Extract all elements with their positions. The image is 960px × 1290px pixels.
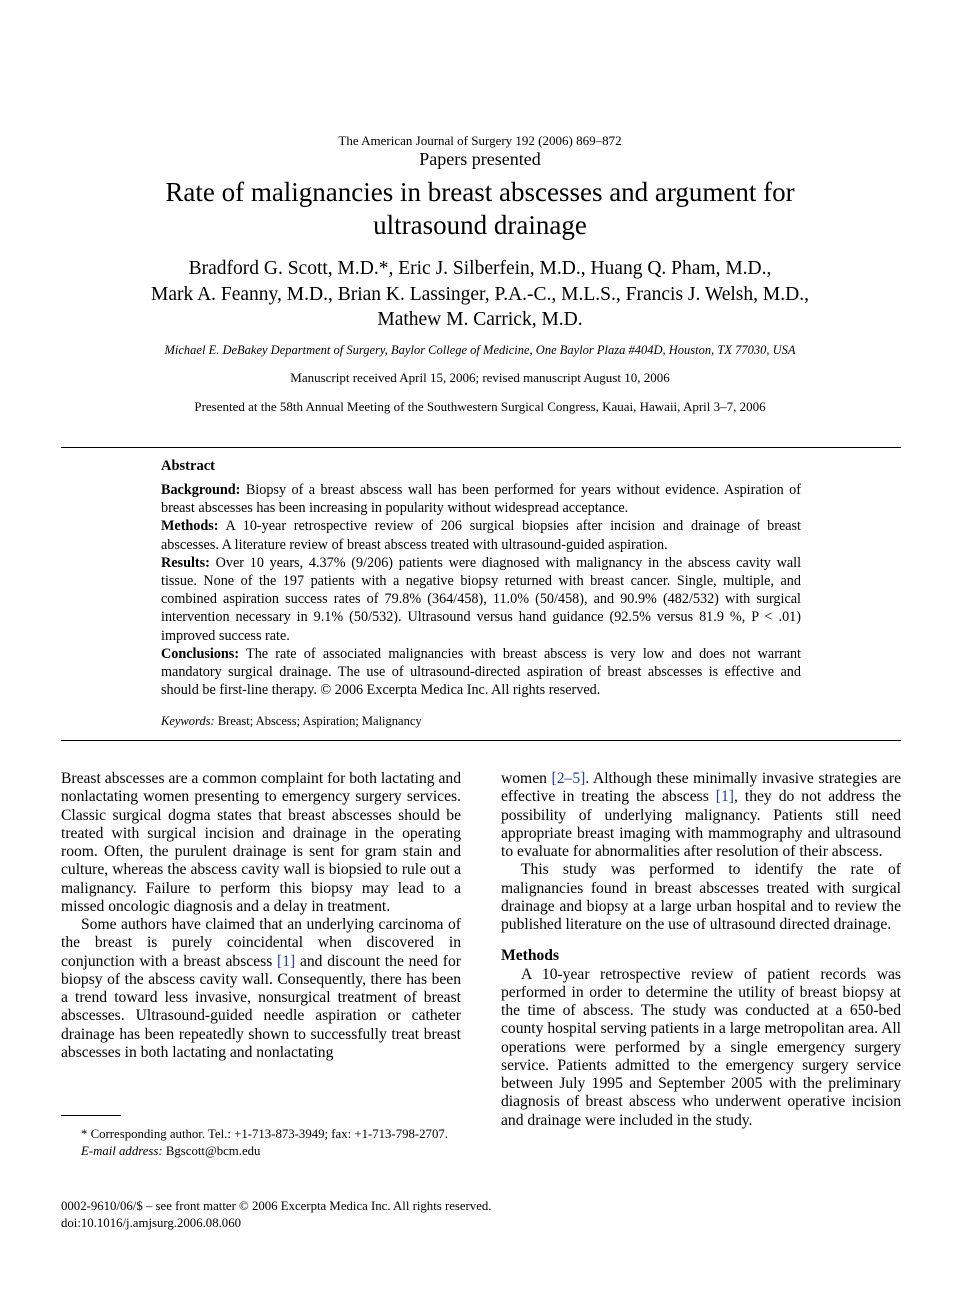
abstract-bottom-rule bbox=[61, 740, 901, 741]
citation-link[interactable]: [2–5] bbox=[551, 770, 586, 787]
intro-paragraph-4: This study was performed to identify the rate of malignancies found in breast abscesses treated with surgical drainage and biopsy at a large urban hospital and to review the published literature on the use of ultrasound directed drainage. bbox=[501, 861, 901, 933]
intro-p3-text-c: , they do not address the possibility of underlying malignancy. Patients still need appropriate breast imaging with mammography and ultrasound to evaluate for abnormalities after resolution of their abscess. bbox=[501, 788, 901, 860]
abstract-background bbox=[161, 481, 801, 517]
results-text: Over 10 years, 4.37% (9/206) patients were diagnosed with malignancy in the abscess cavity wall tissue. None of the 197 patients with a negative biopsy returned with breast cancer. Single, multiple, and combined aspiration success rates of 79.8% (364/458), 11.0% (50/458), and 90.9% (482/532) with surgical intervention necessary in 9.1% (50/532). Ultrasound versus hand guidance (92.5% versus 81.9 %, P < .01) improved success rate. bbox=[161, 554, 802, 644]
conclusions-label: Conclusions: bbox=[161, 645, 240, 662]
email-line bbox=[61, 1143, 461, 1160]
results-label: Results: bbox=[161, 554, 210, 571]
keywords-label: Keywords: bbox=[161, 714, 215, 728]
methods-heading: Methods bbox=[501, 947, 560, 965]
footnote-rule bbox=[61, 1115, 121, 1116]
article-title bbox=[0, 176, 960, 242]
intro-paragraph-1: Breast abscesses are a common complaint for both lactating and nonlactating women presenting to emergency surgery services. Classic surgical dogma states that breast abscesses should be treated with surgical incision and drainage in the operating room. Often, the purulent drainage is sent for gram stain and culture, whereas the abscess cavity wall is biopsied to rule out a malignancy. Failure to perform this biopsy may lead to a missed oncologic diagnosis and a delay in treatment. bbox=[61, 770, 461, 915]
author-list bbox=[0, 256, 960, 333]
top-rule bbox=[61, 447, 901, 448]
abstract-methods bbox=[161, 517, 801, 553]
methods-text: A 10-year retrospective review of 206 surgical biopsies after incision and drainage of breast abscesses. A literature review of breast abscess treated with ultrasound-guided aspiration. bbox=[161, 518, 802, 553]
intro-paragraph-3 bbox=[501, 770, 901, 861]
citation-link[interactable]: [1] bbox=[715, 788, 734, 806]
keywords bbox=[161, 714, 422, 729]
doi-line[interactable]: doi:10.1016/j.amjsurg.2006.08.060 bbox=[61, 1216, 241, 1230]
corresponding-author: * Corresponding author. Tel.: +1-713-873-3949; fax: +1-713-798-2707. bbox=[81, 1127, 448, 1141]
section-label: Papers presented bbox=[419, 149, 541, 169]
keywords-text: Breast; Abscess; Aspiration; Malignancy bbox=[217, 714, 422, 728]
intro-paragraph-2 bbox=[61, 916, 461, 1062]
abstract-conclusions bbox=[161, 645, 801, 700]
intro-p2-text-a: Some authors have claimed that an underlying carcinoma of the breast is purely coincidental when discovered in conjunction with a breast abscess bbox=[61, 916, 461, 970]
journal-citation: The American Journal of Surgery 192 (2006) 869–872 bbox=[338, 133, 622, 148]
page-footer bbox=[61, 1198, 491, 1232]
authors-line-1: Bradford G. Scott, M.D.*, Eric J. Silberfein, M.D., Huang Q. Pham, M.D., bbox=[188, 258, 772, 279]
conclusions-text: The rate of associated malignancies with breast abscess is very low and does not warrant mandatory surgical drainage. The use of ultrasound-directed aspiration of breast abscesses is effective and should be first-line therapy. © 2006 Excerpta Medica Inc. All rights reserved. bbox=[161, 645, 801, 699]
presentation-note: Presented at the 58th Annual Meeting of the Southwestern Surgical Congress, Kauai, Hawaii, April 3–7, 2006 bbox=[194, 399, 766, 414]
intro-p3-text-a: women bbox=[501, 770, 547, 787]
footnote bbox=[61, 1126, 461, 1160]
right-column bbox=[501, 770, 901, 1130]
methods-paragraph: A 10-year retrospective review of patient records was performed in order to determine the utility of breast biopsy at the time of abscess. The study was conducted at a 650-bed county hospital serving patients in a large metropolitan area. All operations were performed by a single emergency surgery service. Patients admitted to the emergency surgery service between July 1995 and September 2005 with the preliminary diagnosis of breast abscess who underwent operative incision and drainage were included in the study. bbox=[501, 965, 901, 1129]
manuscript-dates: Manuscript received April 15, 2006; revised manuscript August 10, 2006 bbox=[290, 370, 670, 385]
intro-p3-text-b: . Although these minimally invasive strategies are effective in treating the abscess bbox=[501, 770, 901, 806]
citation-link[interactable]: [1] bbox=[277, 952, 296, 970]
email-address[interactable]: Bgscott@bcm.edu bbox=[165, 1144, 261, 1158]
title-line-2: ultrasound drainage bbox=[373, 210, 587, 240]
abstract-body bbox=[161, 481, 801, 699]
authors-line-2: Mark A. Feanny, M.D., Brian K. Lassinger, P.A.-C., M.L.S., Francis J. Welsh, M.D., bbox=[151, 283, 809, 305]
title-line-1: Rate of malignancies in breast abscesses and argument for bbox=[165, 177, 795, 207]
authors-line-3: Mathew M. Carrick, M.D. bbox=[377, 309, 583, 330]
abstract-heading: Abstract bbox=[161, 458, 215, 474]
background-text: Biopsy of a breast abscess wall has been performed for years without evidence. Aspiration of breast abscesses has been increasing in popularity without widespread acceptance. bbox=[161, 482, 802, 517]
left-column bbox=[61, 770, 461, 1062]
background-label: Background: bbox=[161, 482, 241, 498]
abstract-results bbox=[161, 554, 801, 645]
issn-line: 0002-9610/06/$ – see front matter © 2006 Excerpta Medica Inc. All rights reserved. bbox=[61, 1199, 492, 1213]
intro-p2-text-b: and discount the need for biopsy of the abscess cavity wall. Consequently, there has been a trend toward less invasive, nonsurgical treatment of breast abscesses. Ultrasound-guided needle aspiration or catheter drainage has been repeatedly shown to successfully treat breast abscesses in both lactating and nonlactating bbox=[61, 952, 461, 1061]
affiliation: Michael E. DeBakey Department of Surgery, Baylor College of Medicine, One Baylor Plaza #404D, Houston, TX 77030, USA bbox=[164, 343, 796, 357]
methods-label: Methods: bbox=[161, 518, 219, 535]
email-label: E-mail address: bbox=[81, 1144, 163, 1158]
